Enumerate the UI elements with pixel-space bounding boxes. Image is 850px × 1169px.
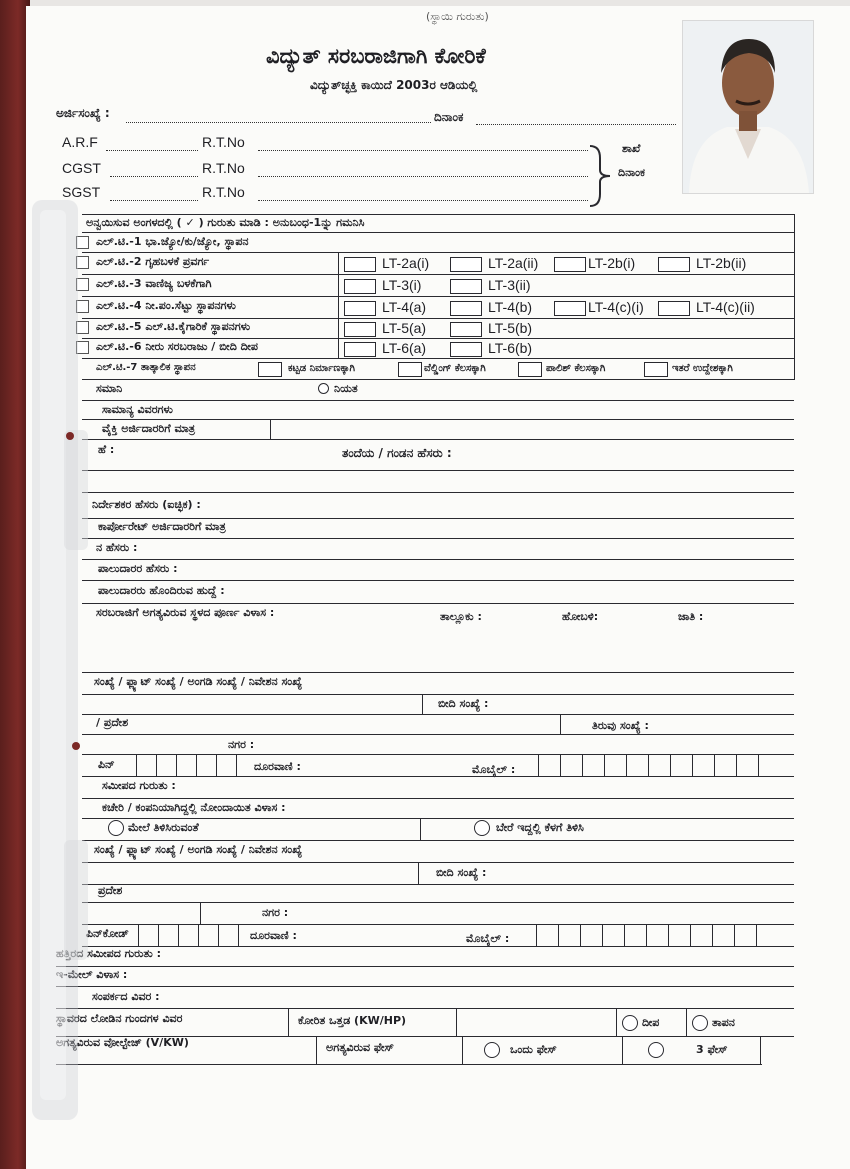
hobli-label: ಹೋಬಳಿ:	[562, 610, 599, 623]
lt7-option-3: ಪಾಲಿಶ್ ಕೆಲಸಕ್ಕಾಗಿ	[546, 363, 606, 374]
lt5a-label: LT-5(a)	[382, 320, 427, 336]
lt7-label: ಎಲ್.ಟಿ.-7 ತಾತ್ಕಾಲಿಕ ಸ್ಥಾಪನ	[96, 362, 196, 373]
binding-clip-icon	[30, 200, 108, 1120]
contact-label: ಸಂಪರ್ಕದ ವಿವರ :	[92, 990, 160, 1003]
company-phone-label: ದೂರವಾಣಿ :	[250, 929, 297, 942]
rtno-field-2[interactable]	[258, 176, 588, 177]
street-no-label: ಬೀದಿ ಸಂಖ್ಯೆ :	[438, 697, 489, 710]
lt7-option-1-box[interactable]	[258, 362, 282, 377]
lt2aii-label: LT-2a(ii)	[488, 255, 539, 271]
area-label: / ಪ್ರದೇಶ	[96, 716, 129, 729]
three-phase-radio[interactable]	[648, 1042, 664, 1058]
partners-name-label: ಪಾಲುದಾರರ ಹೆಸರು :	[98, 562, 178, 575]
company-street-no-label: ಬೀದಿ ಸಂಖ್ಯೆ :	[436, 866, 487, 879]
permanent-radio[interactable]	[318, 383, 329, 394]
lt2-label: ಎಲ್.ಟಿ.-2 ಗೃಹಬಳಕೆ ಪ್ರವರ್ಗ	[96, 255, 210, 268]
application-form	[26, 6, 850, 1169]
company-name-label: ನ ಹೆಸರು :	[96, 541, 138, 554]
lt2ai-box[interactable]	[344, 257, 376, 272]
lt6b-label: LT-6(b)	[488, 340, 533, 356]
company-landmark-label: ಹತ್ತಿರದ ಸಮೀಪದ ಗುರುತು :	[56, 947, 161, 960]
date-field[interactable]	[476, 124, 676, 125]
email-label: ಇ-ಮೇಲ್ ವಿಳಾಸ :	[56, 968, 128, 981]
sgst-field[interactable]	[110, 200, 198, 201]
director-name-label: ನಿರ್ದೇಶಕರ ಹೆಸರು (ಐಚ್ಛಿಕ) :	[92, 498, 201, 511]
lt4ci-box[interactable]	[554, 301, 586, 316]
date2-label: ದಿನಾಂಕ	[618, 166, 645, 179]
lt5a-box[interactable]	[344, 322, 376, 337]
category-header: ಅನ್ವಯಿಸುವ ಅಂಗಳದಲ್ಲಿ ( ✓ ) ಗುರುತು ಮಾಡಿ : ಅನುಬಂಧ-1ನ್ನು ಗಮನಿಸಿ	[86, 216, 365, 229]
date-label: ದಿನಾಂಕ	[434, 110, 464, 124]
form-title: ವಿದ್ಯುತ್ ಸರಬರಾಜಿಗಾಗಿ ಕೋರಿಕೆ	[266, 44, 486, 68]
lt2aii-box[interactable]	[450, 257, 482, 272]
load-details-label: ಸ್ಥಾವರದ ಲೋಡಿನ ಗುಂದಗಳ ವಿವರ	[56, 1012, 183, 1025]
lt2bi-label: LT-2b(i)	[588, 255, 636, 271]
lt4cii-label: LT-4(c)(ii)	[696, 299, 755, 315]
city-label: ನಗರ :	[228, 738, 255, 751]
taluk-label: ತಾಲ್ಲೂಕು :	[440, 610, 482, 623]
lt5b-box[interactable]	[450, 322, 482, 337]
lighting-label: ದೀಪ	[642, 1016, 660, 1029]
lt7-option-2: ವೆಲ್ಡಿಂಗ್ ಕೆಲಸಕ್ಕಾಗಿ	[424, 363, 486, 374]
lt7-option-4-box[interactable]	[644, 362, 668, 377]
application-no-label: ಅರ್ಜಿಸಂಖ್ಯೆ :	[56, 106, 110, 120]
lt7-option-1: ಕಟ್ಟಡ ನಿರ್ಮಾಣಕ್ಕಾಗಿ	[288, 363, 355, 374]
top-mark: (ಸ್ಥಾಯಿ ಗುರುತು)	[426, 10, 489, 23]
partners-post-label: ಪಾಲುದಾರರು ಹೊಂದಿರುವ ಹುದ್ದೆ :	[98, 584, 225, 597]
lt4cii-box[interactable]	[658, 301, 690, 316]
lt3ii-box[interactable]	[450, 279, 482, 294]
lt7-option-4: ಇತರೆ ಉದ್ದೇಶಕ್ಕಾಗಿ	[672, 363, 733, 374]
binding-clip	[30, 200, 108, 1120]
lighting-radio[interactable]	[622, 1015, 638, 1031]
lt4ci-label: LT-4(c)(i)	[588, 299, 644, 315]
cross-no-label: ತಿರುವು ಸಂಖ್ಯೆ :	[592, 719, 649, 732]
heating-label: ತಾಪನ	[712, 1016, 735, 1029]
lt2bi-box[interactable]	[554, 257, 586, 272]
company-pin-label: ಪಿನ್‌ಕೋಡ್	[86, 927, 129, 940]
phase-label: ಅಗತ್ಯವಿರುವ ಫೇಸ್	[326, 1041, 394, 1054]
landmark-label: ಸಮೀಪದ ಗುರುತು :	[102, 779, 176, 792]
individual-only: ವೈಕ್ತಿ ಅರ್ಜಿದಾರರಿಗೆ ಮಾತ್ರ	[102, 422, 196, 435]
heating-radio[interactable]	[692, 1015, 708, 1031]
name-label: ಹೆ :	[98, 443, 115, 456]
cgst-label: CGST	[62, 160, 101, 176]
person-photo-icon	[683, 21, 813, 193]
branch-label: ಶಾಖೆ	[622, 142, 641, 155]
phone-label: ದೂರವಾಣಿ :	[254, 760, 301, 773]
rtno-label-3: R.T.No	[202, 184, 245, 200]
same-as-above-radio[interactable]	[108, 820, 124, 836]
rtno-label-1: R.T.No	[202, 134, 245, 150]
lt6a-box[interactable]	[344, 342, 376, 357]
lt2bii-box[interactable]	[658, 257, 690, 272]
lt7-option-3-box[interactable]	[518, 362, 542, 377]
lt3i-box[interactable]	[344, 279, 376, 294]
lt3-label: ಎಲ್.ಟಿ.-3 ವಾಣಿಜ್ಯ ಬಳಕೆಗಾಗಿ	[96, 277, 212, 290]
general-details: ಸಾಮಾನ್ಯ ವಿವರಗಳು	[102, 403, 173, 416]
lt6a-label: LT-6(a)	[382, 340, 427, 356]
caste-label: ಜಾತಿ :	[678, 610, 704, 623]
arf-field[interactable]	[106, 150, 198, 151]
lt6-label: ಎಲ್.ಟಿ.-6 ನೀರು ಸರಬರಾಜು / ಬೀದಿ ದೀಪ	[96, 340, 258, 353]
mobile-label: ಮೊಬೈಲ್ :	[472, 763, 516, 776]
lt4a-label: LT-4(a)	[382, 299, 427, 315]
form-subtitle: ವಿದ್ಯುತ್‌ಚ್ಛಕ್ತಿ ಕಾಯಿದೆ 2003ರ ಆಡಿಯಲ್ಲಿ	[310, 78, 478, 92]
different-radio[interactable]	[474, 820, 490, 836]
door-no-label: ಸಂಖ್ಯೆ / ಫ್ಲ್ಯಾಟ್ ಸಂಖ್ಯೆ / ಅಂಗಡಿ ಸಂಖ್ಯೆ / ನಿವೇಶನ ಸಂಖ್ಯೆ	[94, 675, 303, 688]
company-address-header: ಕಚೇರಿ / ಕಂಪನಿಯಾಗಿದ್ದಲ್ಲಿ ನೋಂದಾಯಿತ ವಿಳಾಸ :	[102, 801, 286, 814]
pin-label: ಪಿನ್	[98, 758, 115, 771]
lt4b-label: LT-4(b)	[488, 299, 533, 315]
application-no-field[interactable]	[126, 122, 431, 123]
company-city-label: ನಗರ :	[262, 906, 289, 919]
supply-address-header: ಸರಬರಾಜಿಗೆ ಅಗತ್ಯವಿರುವ ಸ್ಥಳದ ಪೂರ್ಣ ವಿಳಾಸ :	[96, 606, 275, 619]
lt2ai-label: LT-2a(i)	[382, 255, 430, 271]
permanent-label: ನಿಯತ	[334, 382, 358, 395]
type-label: ಸಮಾನಿ	[96, 382, 123, 395]
lt1-label: ಎಲ್.ಟಿ.-1 ಭಾ.ಜ್ಯೋ/ಕು/ಜ್ಯೋ, ಸ್ಥಾಪನ	[96, 235, 249, 248]
company-area-label: ಪ್ರದೇಶ	[98, 884, 123, 897]
rtno-field-1[interactable]	[258, 150, 588, 151]
lt4a-box[interactable]	[344, 301, 376, 316]
lt3ii-label: LT-3(ii)	[488, 277, 531, 293]
single-phase-radio[interactable]	[484, 1042, 500, 1058]
corporate-only: ಕಾರ್ಪೋರೇಟ್ ಅರ್ಜಿದಾರರಿಗೆ ಮಾತ್ರ	[98, 520, 226, 533]
rtno-label-2: R.T.No	[202, 160, 245, 176]
same-as-above-label: ಮೇಲೆ ತಿಳಿಸಿರುವಂತೆ	[128, 821, 199, 834]
lt5b-label: LT-5(b)	[488, 320, 533, 336]
requested-load-label: ಕೋರಿತ ಒತ್ತಡ (KW/HP)	[298, 1014, 407, 1027]
lt5-label: ಎಲ್.ಟಿ.-5 ಎಲ್.ಟಿ.ಕೈಗಾರಿಕೆ ಸ್ಥಾಪನಗಳು	[96, 320, 251, 333]
single-phase-label: ಒಂದು ಫೇಸ್	[510, 1043, 557, 1056]
different-label: ಬೇರೆ ಇದ್ದಲ್ಲಿ ಕೆಳಗೆ ತಿಳಿಸಿ	[496, 821, 584, 834]
arf-label: A.R.F	[62, 134, 98, 150]
applicant-photo	[682, 20, 814, 194]
lt6b-box[interactable]	[450, 342, 482, 357]
lt3i-label: LT-3(i)	[382, 277, 422, 293]
sgst-label: SGST	[62, 184, 101, 200]
father-name-label: ತಂದೆಯ / ಗಂಡನ ಹೆಸರು :	[342, 446, 452, 460]
company-door-no-label: ಸಂಖ್ಯೆ / ಫ್ಲ್ಯಾಟ್ ಸಂಖ್ಯೆ / ಅಂಗಡಿ ಸಂಖ್ಯೆ / ನಿವೇಶನ ಸಂಖ್ಯೆ	[94, 843, 303, 856]
voltage-label: ಅಗತ್ಯವಿರುವ ವೋಲ್ಟೇಜ್ (V/KW)	[56, 1036, 189, 1049]
lt4b-box[interactable]	[450, 301, 482, 316]
cgst-field[interactable]	[110, 176, 198, 177]
lt7-option-2-box[interactable]	[398, 362, 422, 377]
three-phase-label: 3 ಫೇಸ್	[696, 1043, 728, 1056]
lt4-label: ಎಲ್.ಟಿ.-4 ನೀ.ಪಂ.ಸೆಟ್ಟು ಸ್ಥಾಪನಗಳು	[96, 299, 236, 312]
lt2bii-label: LT-2b(ii)	[696, 255, 747, 271]
rtno-field-3[interactable]	[258, 200, 588, 201]
company-mobile-label: ಮೊಬೈಲ್ :	[466, 932, 510, 945]
curly-brace	[586, 144, 616, 208]
